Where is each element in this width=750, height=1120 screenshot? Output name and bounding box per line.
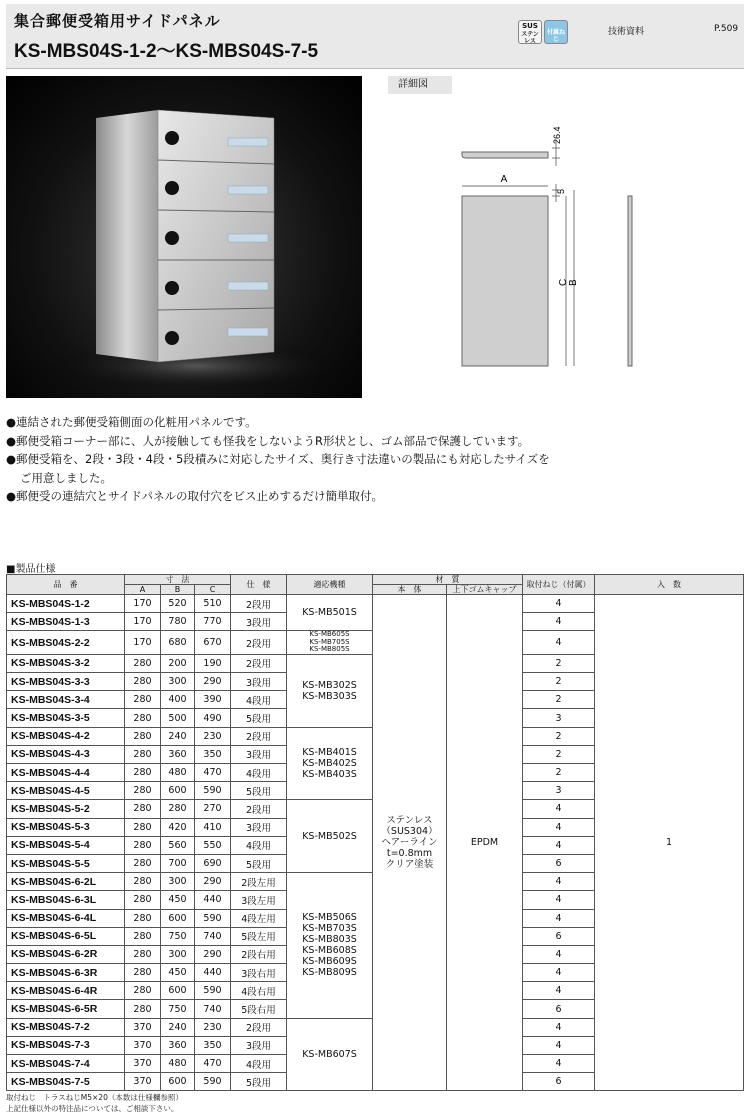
- model-name: KS-MB608S: [302, 945, 357, 957]
- dim-c-cell: 550: [195, 836, 231, 854]
- dim-b-label: B: [568, 279, 579, 286]
- screw-count-cell: 6: [523, 854, 595, 872]
- dim-b-cell: 480: [161, 764, 195, 782]
- dim-a-cell: 170: [125, 631, 161, 655]
- dim-b-cell: 750: [161, 927, 195, 945]
- dim-c-cell: 590: [195, 1073, 231, 1091]
- part-number-cell: KS-MBS04S-6-2L: [7, 873, 125, 891]
- dim-26-label: 26.4: [552, 126, 562, 144]
- screw-count-cell: 3: [523, 709, 595, 727]
- col-header-qty: 入 数: [595, 575, 744, 595]
- screw-count-cell: 6: [523, 1073, 595, 1091]
- part-number-cell: KS-MBS04S-6-3R: [7, 964, 125, 982]
- screw-count-cell: 6: [523, 927, 595, 945]
- dim-c-cell: 350: [195, 1036, 231, 1054]
- screw-count-cell: 4: [523, 982, 595, 1000]
- page-header: [6, 4, 744, 69]
- page-title: 集合郵便受箱用サイドパネル: [14, 12, 221, 30]
- tech-doc-label: 技術資料: [608, 27, 645, 37]
- dim-b-cell: 520: [161, 595, 195, 613]
- dim-a-cell: 280: [125, 964, 161, 982]
- col-header-part: 品 番: [7, 575, 125, 595]
- spec-cell: 3段左用: [231, 891, 287, 909]
- dim-b-cell: 240: [161, 727, 195, 745]
- material-body-line: ステンレス: [386, 815, 433, 827]
- dim-a-cell: 370: [125, 1055, 161, 1073]
- screw-count-cell: 4: [523, 613, 595, 631]
- dim-c-cell: 510: [195, 595, 231, 613]
- dim-a-cell: 280: [125, 927, 161, 945]
- dim-b-cell: 600: [161, 982, 195, 1000]
- col-header-screw: 取付ねじ（付属）: [523, 575, 595, 595]
- dim-b-cell: 480: [161, 1055, 195, 1073]
- dim-a-cell: 280: [125, 909, 161, 927]
- dim-b-cell: 200: [161, 654, 195, 672]
- footnote: 上記仕様以外の特注品については、ご相談下さい。: [6, 1104, 179, 1113]
- part-number-cell: KS-MBS04S-1-2: [7, 595, 125, 613]
- col-header-dims: 寸 法: [125, 575, 231, 585]
- part-number-cell: KS-MBS04S-3-4: [7, 691, 125, 709]
- dim-b-cell: 420: [161, 818, 195, 836]
- screw-count-cell: 6: [523, 1000, 595, 1018]
- quantity-cell: 1: [595, 595, 744, 1091]
- footnotes: [6, 1092, 183, 1114]
- spec-cell: 2段用: [231, 631, 287, 655]
- model-cell: [287, 595, 373, 631]
- model-name: KS-MB703S: [302, 923, 357, 935]
- dim-c-label: C: [558, 278, 569, 286]
- dim-a-cell: 280: [125, 854, 161, 872]
- dim-b-cell: 700: [161, 854, 195, 872]
- part-number-cell: KS-MBS04S-4-4: [7, 764, 125, 782]
- dim-a-label: A: [500, 174, 508, 185]
- screw-count-cell: 4: [523, 945, 595, 963]
- model-cell: [287, 631, 373, 655]
- screw-count-cell: 4: [523, 964, 595, 982]
- model-cell: [287, 873, 373, 1019]
- spec-cell: 5段右用: [231, 1000, 287, 1018]
- spec-cell: 4段用: [231, 691, 287, 709]
- part-number-cell: KS-MBS04S-3-5: [7, 709, 125, 727]
- dim-c-cell: 670: [195, 631, 231, 655]
- dim-a-cell: 280: [125, 873, 161, 891]
- spec-cell: 5段用: [231, 709, 287, 727]
- dim-c-cell: 740: [195, 1000, 231, 1018]
- model-name: KS-MB705S: [309, 637, 350, 646]
- model-name: KS-MB402S: [302, 758, 357, 769]
- screw-count-cell: 4: [523, 1055, 595, 1073]
- dim-c-cell: 590: [195, 982, 231, 1000]
- page-number: P.509: [714, 24, 739, 34]
- dim-b-cell: 680: [161, 631, 195, 655]
- model-name: KS-MB803S: [302, 934, 357, 946]
- spec-cell: 4段左用: [231, 909, 287, 927]
- feature-item: ●郵便受の連結穴とサイドパネルの取付穴をビス止めするだけ簡単取付。: [6, 489, 383, 503]
- dim-a-cell: 280: [125, 818, 161, 836]
- dim-a-cell: 370: [125, 1018, 161, 1036]
- dim-b-cell: 450: [161, 964, 195, 982]
- part-number-cell: KS-MBS04S-6-5L: [7, 927, 125, 945]
- part-number-cell: KS-MBS04S-6-2R: [7, 945, 125, 963]
- spec-cell: 3段用: [231, 613, 287, 631]
- part-number-cell: KS-MBS04S-7-3: [7, 1036, 125, 1054]
- screw-count-cell: 2: [523, 654, 595, 672]
- dim-b-cell: 780: [161, 613, 195, 631]
- dim-b-cell: 300: [161, 873, 195, 891]
- model-name: KS-MB609S: [302, 956, 357, 968]
- part-number-cell: KS-MBS04S-2-2: [7, 631, 125, 655]
- dim-b-cell: 360: [161, 745, 195, 763]
- part-number-cell: KS-MBS04S-6-5R: [7, 1000, 125, 1018]
- spec-cell: 4段用: [231, 764, 287, 782]
- model-cell: [287, 800, 373, 873]
- screw-count-cell: 2: [523, 727, 595, 745]
- spec-cell: 2段用: [231, 654, 287, 672]
- spec-cell: 2段用: [231, 800, 287, 818]
- dim-a-cell: 280: [125, 673, 161, 691]
- screw-count-cell: 4: [523, 836, 595, 854]
- model-name: KS-MB506S: [302, 912, 357, 924]
- dim-b-cell: 560: [161, 836, 195, 854]
- spec-cell: 2段右用: [231, 945, 287, 963]
- spec-cell: 2段左用: [231, 873, 287, 891]
- footnote: 取付ねじ トラスねじM5×20（本数は仕様欄参照）: [6, 1093, 183, 1102]
- part-number-cell: KS-MBS04S-1-3: [7, 613, 125, 631]
- dim-c-cell: 690: [195, 854, 231, 872]
- model-name: KS-MB303S: [302, 690, 357, 702]
- model-name: KS-MB302S: [302, 679, 357, 691]
- material-body-line: （SUS304）: [381, 826, 438, 838]
- dim-b-cell: 450: [161, 891, 195, 909]
- model-name: KS-MB501S: [302, 607, 357, 619]
- dim-b-cell: 600: [161, 782, 195, 800]
- dim-b-cell: 500: [161, 709, 195, 727]
- spec-cell: 3段右用: [231, 964, 287, 982]
- dim-a-cell: 280: [125, 727, 161, 745]
- dim-a-cell: 370: [125, 1036, 161, 1054]
- dim-c-cell: 470: [195, 1055, 231, 1073]
- dim-c-cell: 290: [195, 873, 231, 891]
- screw-count-cell: 4: [523, 909, 595, 927]
- dim-b-cell: 300: [161, 673, 195, 691]
- dim-a-cell: 280: [125, 800, 161, 818]
- feature-item: ●郵便受箱を、2段・3段・4段・5段積みに対応したサイズ、奥行き寸法違いの製品にも対応したサイズを: [6, 452, 550, 466]
- feature-item: ●連結された郵便受箱側面の化粧用パネルです。: [6, 415, 257, 429]
- col-header-c: C: [195, 585, 231, 595]
- model-name: KS-MB605S: [309, 630, 350, 639]
- part-number-cell: KS-MBS04S-7-2: [7, 1018, 125, 1036]
- spec-cell: 2段用: [231, 595, 287, 613]
- spec-cell: 5段用: [231, 854, 287, 872]
- col-header-body: 本 体: [373, 585, 447, 595]
- dim-b-cell: 300: [161, 945, 195, 963]
- spec-cell: 5段用: [231, 1073, 287, 1091]
- material-body-line: クリア塗装: [385, 859, 434, 871]
- material-body-cell: [373, 595, 447, 1091]
- dim-c-cell: 290: [195, 673, 231, 691]
- part-number-cell: KS-MBS04S-4-5: [7, 782, 125, 800]
- col-header-model: 適応機種: [287, 575, 373, 595]
- dim-a-cell: 280: [125, 891, 161, 909]
- part-number-cell: KS-MBS04S-7-5: [7, 1073, 125, 1091]
- dim-c-cell: 290: [195, 945, 231, 963]
- mailbox-illustration: [6, 76, 362, 398]
- dim-b-cell: 600: [161, 909, 195, 927]
- material-cap-cell: EPDM: [447, 595, 523, 1091]
- part-number-cell: KS-MBS04S-4-3: [7, 745, 125, 763]
- dim-c-cell: 770: [195, 613, 231, 631]
- dim-a-cell: 280: [125, 836, 161, 854]
- dim-c-cell: 230: [195, 1018, 231, 1036]
- part-number-cell: KS-MBS04S-7-4: [7, 1055, 125, 1073]
- material-body-line: ヘアーライン: [381, 837, 438, 849]
- dim-a-cell: 280: [125, 945, 161, 963]
- part-number-cell: KS-MBS04S-5-4: [7, 836, 125, 854]
- spec-cell: 2段用: [231, 727, 287, 745]
- dim-a-cell: 280: [125, 982, 161, 1000]
- dim-a-cell: 170: [125, 595, 161, 613]
- dim-5-label: 5: [556, 188, 566, 194]
- part-number-cell: KS-MBS04S-3-3: [7, 673, 125, 691]
- sus-stainless-badge: [518, 20, 542, 44]
- col-header-spec: 仕 様: [231, 575, 287, 595]
- spec-cell: 5段用: [231, 782, 287, 800]
- dim-a-cell: 370: [125, 1073, 161, 1091]
- dim-c-cell: 270: [195, 800, 231, 818]
- dim-b-cell: 600: [161, 1073, 195, 1091]
- feature-list: [6, 413, 746, 506]
- model-name: KS-MB403S: [302, 769, 357, 780]
- col-header-material: 材 質: [373, 575, 523, 585]
- product-photo: [6, 76, 362, 398]
- screw-count-cell: 4: [523, 631, 595, 655]
- model-name: KS-MB502S: [302, 830, 357, 842]
- dim-b-cell: 360: [161, 1036, 195, 1054]
- dim-c-cell: 440: [195, 964, 231, 982]
- part-number-cell: KS-MBS04S-3-2: [7, 654, 125, 672]
- model-cell: [287, 727, 373, 800]
- part-number-cell: KS-MBS04S-5-2: [7, 800, 125, 818]
- screw-count-cell: 4: [523, 800, 595, 818]
- dim-c-cell: 590: [195, 782, 231, 800]
- spec-cell: 2段用: [231, 1018, 287, 1036]
- dim-a-cell: 280: [125, 764, 161, 782]
- dim-a-cell: 280: [125, 709, 161, 727]
- part-number-cell: KS-MBS04S-6-3L: [7, 891, 125, 909]
- model-cell: [287, 654, 373, 727]
- detail-drawing-label: 詳細図: [388, 76, 452, 94]
- screw-count-cell: 2: [523, 691, 595, 709]
- dim-c-cell: 740: [195, 927, 231, 945]
- table-row: [7, 595, 744, 613]
- feature-item: ●郵便受箱コーナー部に、人が接触しても怪我をしないようR形状とし、ゴム部品で保護しています。: [6, 433, 530, 448]
- screw-count-cell: 4: [523, 818, 595, 836]
- model-range-title: KS-MBS04S-1-2～KS-MBS04S-7-5: [14, 41, 319, 62]
- badge-screw-text: 付属ねじ: [546, 29, 565, 43]
- screw-count-cell: 4: [523, 595, 595, 613]
- part-number-cell: KS-MBS04S-4-2: [7, 727, 125, 745]
- spec-section-title: ■製品仕様: [6, 564, 56, 575]
- dim-c-cell: 230: [195, 727, 231, 745]
- screw-count-cell: 2: [523, 745, 595, 763]
- screw-count-cell: 4: [523, 1036, 595, 1054]
- badge-stainless-text: ステンレス: [521, 31, 539, 45]
- col-header-a: A: [125, 585, 161, 595]
- dim-c-cell: 410: [195, 818, 231, 836]
- dim-b-cell: 400: [161, 691, 195, 709]
- dim-b-cell: 750: [161, 1000, 195, 1018]
- screw-count-cell: 4: [523, 873, 595, 891]
- col-header-cap: 上下ゴムキャップ: [447, 585, 523, 595]
- dim-b-cell: 240: [161, 1018, 195, 1036]
- dim-a-cell: 170: [125, 613, 161, 631]
- dim-a-cell: 280: [125, 1000, 161, 1018]
- part-number-cell: KS-MBS04S-5-3: [7, 818, 125, 836]
- dim-c-cell: 590: [195, 909, 231, 927]
- screw-count-cell: 4: [523, 1018, 595, 1036]
- dim-c-cell: 350: [195, 745, 231, 763]
- part-number-cell: KS-MBS04S-5-5: [7, 854, 125, 872]
- spec-cell: 4段用: [231, 836, 287, 854]
- model-name: KS-MB401S: [302, 747, 357, 758]
- part-number-cell: KS-MBS04S-6-4R: [7, 982, 125, 1000]
- spec-cell: 5段左用: [231, 927, 287, 945]
- spec-cell: 3段用: [231, 818, 287, 836]
- dim-b-cell: 280: [161, 800, 195, 818]
- model-name: KS-MB607S: [302, 1049, 357, 1060]
- spec-cell: 3段用: [231, 1036, 287, 1054]
- spec-table: [6, 574, 744, 1091]
- spec-cell: 4段右用: [231, 982, 287, 1000]
- model-name: KS-MB805S: [309, 645, 350, 654]
- dim-c-cell: 470: [195, 764, 231, 782]
- feature-item-continued: ご用意しました。: [20, 470, 112, 485]
- dim-a-cell: 280: [125, 691, 161, 709]
- dim-a-cell: 280: [125, 654, 161, 672]
- screw-included-badge: [544, 20, 568, 44]
- screw-count-cell: 2: [523, 673, 595, 691]
- material-body-line: t=0.8mm: [386, 848, 433, 860]
- dim-c-cell: 190: [195, 654, 231, 672]
- spec-cell: 3段用: [231, 673, 287, 691]
- model-cell: [287, 1018, 373, 1091]
- dim-c-cell: 440: [195, 891, 231, 909]
- col-header-b: B: [161, 585, 195, 595]
- screw-count-cell: 2: [523, 764, 595, 782]
- part-number-cell: KS-MBS04S-6-4L: [7, 909, 125, 927]
- screw-count-cell: 4: [523, 891, 595, 909]
- screw-count-cell: 3: [523, 782, 595, 800]
- model-name: KS-MB809S: [302, 967, 357, 979]
- dim-a-cell: 280: [125, 782, 161, 800]
- dim-a-cell: 280: [125, 745, 161, 763]
- badge-sus-text: SUS: [522, 22, 538, 30]
- detail-drawing: [440, 110, 640, 380]
- spec-cell: 3段用: [231, 745, 287, 763]
- dim-c-cell: 390: [195, 691, 231, 709]
- spec-cell: 4段用: [231, 1055, 287, 1073]
- dim-c-cell: 490: [195, 709, 231, 727]
